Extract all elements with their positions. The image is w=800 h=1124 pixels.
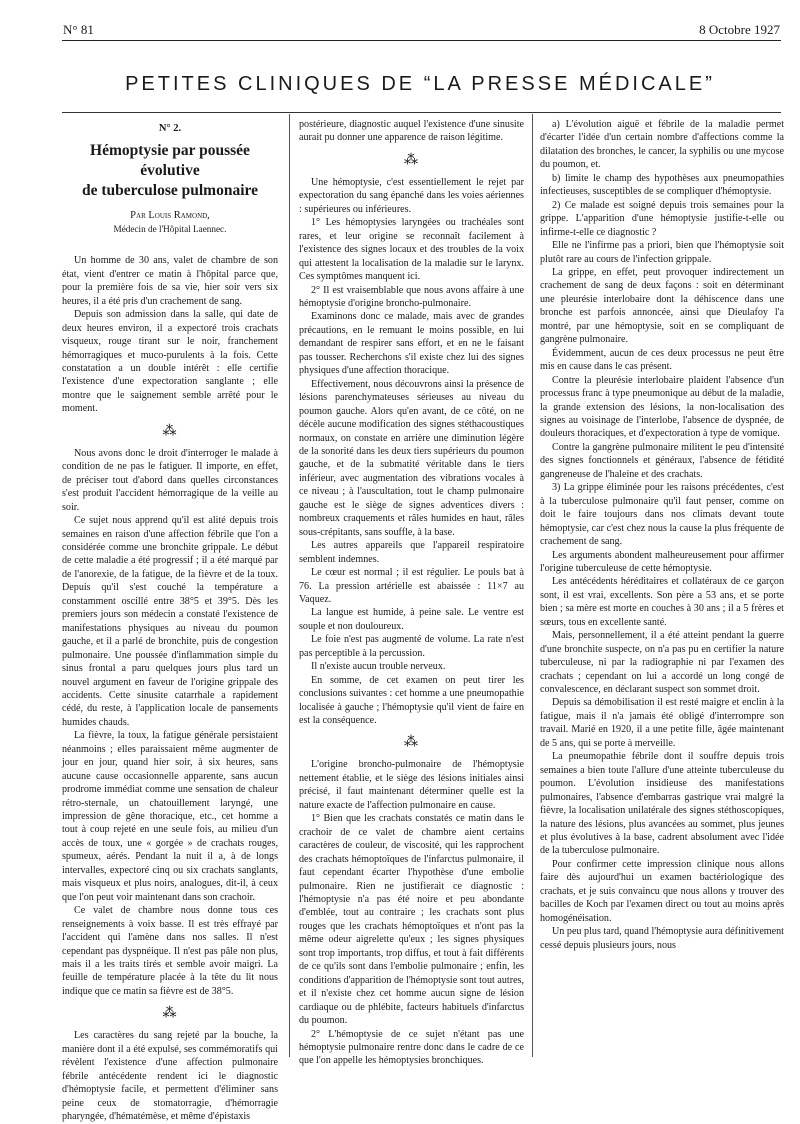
- masthead: PETITES CLINIQUES DE “LA PRESSE MÉDICALE”: [125, 73, 715, 95]
- column-2: [299, 118, 524, 1068]
- paragraph: 2) Ce malade est soigné depuis trois semaines pour la grippe. L'apparition d'une hémoptysie justifie-t-elle ou infirme-t-elle ce diagnostic ?: [540, 199, 784, 238]
- paragraph: Depuis sa démobilisation il est resté maigre et enclin à la fatigue, mais il n'a jamais été obligé d'interrompre son travail. Marié en 1920, il a une petite fille, âgée maintenant de 5 ans, qui se porte à merveille.: [540, 697, 784, 749]
- paragraph: Nous avons donc le droit d'interroger le malade à condition de ne pas le fatiguer. Il importe, en effet, de préciser tout d'abord dans quelles circonstances s'est produit l'accident hémorragique de la veille au soir.: [62, 447, 278, 513]
- section-separator: ⁂: [404, 735, 419, 751]
- paragraph: Pour confirmer cette impression clinique nous allons faire dès aujourd'hui un examen bactériologique des crachats, et je suis convaincu que nous allons y trouver des bacilles de Koch par l'examen direct ou tout au moins après homogénéisation.: [540, 858, 784, 924]
- section-separator: ⁂: [404, 152, 419, 168]
- paragraph: Ce valet de chambre nous donne tous ces renseignements à voix basse. Il est très effrayé par l'accident qui l'amène dans nos salles. Il n'est cependant pas dyspnéique. Il n'est pas pâle non plus, mais il a les traits tirés et semble avoir maigri. La feuille de température placée à la tête du lit nous indique que ce matin sa fièvre est de 38°5.: [62, 905, 278, 997]
- paragraph: Les antécédents héréditaires et collatéraux de ce garçon sont, il est vrai, excellents. Son père a 53 ans, et se porte bien ; sa mère est morte en couches à 30 ans ; il a 5 frères et sœurs, tous en excellente santé.: [540, 576, 784, 628]
- paragraph: 3) La grippe éliminée pour les raisons précédentes, c'est à la tuberculose pulmonaire qu'il faut penser, comme on doit le faire toujours dans nos climats devant toute hémoptysie, car c'est chez nous la cause la plus fréquente de crachement de sang.: [540, 482, 784, 548]
- paragraph: 1° Les hémoptysies laryngées ou trachéales sont rares, et leur origine se reconnaît facilement à l'existence des signes locaux et des troubles de la voix qui attestent la localisation de la maladie sur le larynx. Ces symptômes manquent ici.: [299, 217, 524, 283]
- paragraph: Depuis son admission dans la salle, qui date de deux heures environ, il a expectoré trois crachats visqueux, rouge tirant sur le noir, franchement hémorragiques et muco-purulents à la fois. Cette constatation a un double intérêt : elle certifie l'existence d'une expectoration sanglante ; elle montre que le saignement semble arrêté pour le moment.: [62, 309, 278, 415]
- section-separator: ⁂: [162, 423, 178, 439]
- article-title: [62, 141, 278, 201]
- paragraph: Évidemment, aucun de ces deux processus ne peut être mis en cause dans le cas présent.: [540, 347, 784, 373]
- header-rule: [62, 40, 781, 41]
- paragraph: Les arguments abondent malheureusement pour affirmer l'origine tuberculeuse de cette hémoptysie.: [540, 549, 784, 574]
- issue-number: N° 81: [63, 22, 94, 37]
- column-divider: [532, 114, 533, 1057]
- paragraph: 2° L'hémoptysie de ce sujet n'étant pas une hémoptysie pulmonaire rentre donc dans le cadre de ce que l'on appelle les hémoptysies bronchiques.: [299, 1028, 524, 1067]
- paragraph: Le foie n'est pas augmenté de volume. La rate n'est pas perceptible à la percussion.: [299, 634, 524, 659]
- paragraph: Les autres appareils que l'appareil respiratoire semblent indemnes.: [299, 540, 524, 565]
- paragraph: La fièvre, la toux, la fatigue générale persistaient néanmoins ; elles paraissaient même augmenter de jour en jour, quand hier soir, à six heures, sans aucune cause occasionnelle apparente, sans aucun prodrome immédiat comme une sensation de chaleur rétro-sternale, un chatouillement laryngé, une impression de gêne thoracique, etc., cet homme a tout à coup rejeté en une seule fois, au milieu d'un accès de toux, une « gorgée » de crachats rouges, spumeux, aérés. Pendant la nuit il a, à de longs intervalles, expectoré cinq ou six crachats sanglants, mais visqueux et plus noirs, analogues, dit-il, à ceux que l'on peut voir maintenant dans son crachoir.: [62, 730, 278, 903]
- article-title-line: de tuberculose pulmonaire: [82, 182, 258, 200]
- paragraph: 2° Il est vraisemblable que nous avons affaire à une hémoptysie d'origine broncho-pulmonaire.: [299, 284, 524, 309]
- column-divider: [289, 114, 290, 1057]
- column-1: [62, 118, 278, 1124]
- issue-date: 8 Octobre 1927: [699, 22, 780, 37]
- paragraph: Le cœur est normal ; il est régulier. Le pouls bat à 76. La pression artérielle est abaissée : 11×7 au Vaquez.: [299, 567, 524, 605]
- paragraph: Un peu plus tard, quand l'hémoptysie aura définitivement cessé depuis plusieurs jours, nous: [540, 926, 784, 951]
- paragraph: a) L'évolution aiguë et fébrile de la maladie permet d'écarter l'idée d'un certain nombre d'affections comme la dilatation des bronches, le cancer, la syphilis ou une mycose du poumon, et.: [540, 119, 784, 171]
- section-separator: ⁂: [162, 1006, 178, 1022]
- paragraph: Examinons donc ce malade, mais avec de grandes précautions, en le remuant le moins possible, en lui demandant de respirer sans effort, et en ne le faisant pas tousser. Recherchons s'il existe chez lui des signes physiques d'une affection thoracique.: [299, 311, 524, 377]
- article-title-line: Hémoptysie par poussée évolutive: [90, 142, 250, 180]
- paragraph: Une hémoptysie, c'est essentiellement le rejet par expectoration du sang épanché dans les voies aériennes : supérieures ou inférieures.: [299, 176, 524, 215]
- paragraph: Effectivement, nous découvrons ainsi la présence de lésions parenchymateuses sérieuses au niveau du poumon gauche. Alors qu'en avant, de ce côté, on ne décèle aucune modification des signes stéthacoustiques normaux, on constate en arrière une diminution légère de la sonorité dans les deux tiers supérieurs du poumon gauche, et de la submatité véritable dans le tiers inférieur, avec augmentation des vibrations vocales à ce niveau ; à l'auscultation, tout le champ pulmonaire gauche est le siège de signes adventices divers : nombreux craquements et râles humides en haut, râles sous-crépitants, sans souffle, à la base.: [299, 378, 524, 538]
- paragraph: 1° Bien que les crachats constatés ce matin dans le crachoir de ce valet de chambre aient certains caractères de couleur, de viscosité, qui les rapprochent des crachats hémoptoïques de l'infarctus pulmonaire, il faut cependant écarter l'hypothèse d'une embolie pulmonaire. Rien ne justifierait ce diagnostic : l'hémoptysie n'a pas été noire et peu abondante d'emblée, tout au contraire ; les crachats sont plus rouges que les crachats hémoptoïques et n'ont pas la même odeur aigrelette qu'eux ; les signes physiques sont trop importants, trop diffus, et tout à fait différents de ce qu'ils sont dans l'embolie pulmonaire ; enfin, les conditions d'apparition de l'hémoptysie sont tout autres, et il n'existe chez cet homme aucun signe de lésion cardiaque ou de phlébite, facteurs habituels d'infarctus du poumon.: [299, 813, 524, 1027]
- author-affiliation: Médecin de l'Hôpital Laennec.: [113, 223, 227, 234]
- paragraph: L'origine broncho-pulmonaire de l'hémoptysie nettement établie, et le siège des lésions initiales ainsi précisé, il faut maintenant déterminer quelle est la nature exacte de l'affection pulmonaire en cause.: [299, 759, 524, 811]
- paragraph: b) limite le champ des hypothèses aux pneumopathies infectieuses, susceptibles de se compliquer d'hémoptysie.: [540, 172, 784, 198]
- paragraph: Ce sujet nous apprend qu'il est alité depuis trois semaines en raison d'une affection fébrile que l'on a considérée comme une bronchite grippale. Le début de cette maladie a été progressif ; il a été marqué par de l'anorexie, de la fatigue, de la fièvre et de la toux. Depuis qu'il s'est couché la température a constamment oscillé entre 38°5 et 39°5. Dès les premiers jours son médecin a constaté l'existence de manifestations physiques au niveau du poumon gauche, et il a parlé de bronchite, puis de congestion pulmonaire. Une poussée d'inflammation simple du sinus frontal a paru quelques jours plus tard un nouvel argument en faveur de l'origine grippale des accidents. Cette sinusite catarrhale a rapidement cédé, du reste, à l'application locale de pansements humides chauds.: [62, 515, 278, 728]
- paragraph: En somme, de cet examen on peut tirer les conclusions suivantes : cet homme a une pneumopathie localisée à gauche ; l'hémoptysie qu'il vient de faire en est la conséquence.: [299, 674, 524, 727]
- masthead-rule: [62, 112, 781, 113]
- paragraph: Un homme de 30 ans, valet de chambre de son état, vient d'entrer ce matin à l'hôpital parce que, pour la première fois de sa vie, hier soir vers six heures, il a été pris d'un crachement de sang.: [62, 255, 278, 307]
- paragraph: Il n'existe aucun trouble nerveux.: [311, 661, 446, 673]
- paragraph: Contre la pleurésie interlobaire plaident l'absence d'un processus franc à type pneumonique au début de la maladie, la grande extension des lésions, la non-localisation des signes au voisinage de l'interlobe, l'absence de dyspnée, de douleurs thoraciques, et d'expectoration à type de vomique.: [540, 374, 784, 440]
- paragraph: Contre la gangrène pulmonaire militent le peu d'intensité des signes fonctionnels et généraux, l'absence de fétidité gangreneuse de l'haleine et des crachats.: [540, 441, 784, 480]
- author-byline: Par Louis Ramond,: [130, 210, 210, 222]
- paragraph: postérieure, diagnostic auquel l'existence d'une sinusite aurait pu donner une apparence de raison légitime.: [299, 119, 524, 144]
- paragraph: Elle ne l'infirme pas a priori, bien que l'hémoptysie soit plutôt rare au cours de l'infection grippale.: [540, 240, 784, 265]
- paragraph: Mais, personnellement, il a été atteint pendant la guerre d'une bronchite suspecte, on n'a pas pu en certifier la nature tuberculeuse, ni par la radiographie ni par l'examen des crachats ; cependant on lui a accordé un long congé de convalescence, en déclarant suspect son sommet droit.: [540, 630, 784, 696]
- paragraph: La langue est humide, à peine sale. Le ventre est souple et non douloureux.: [299, 607, 524, 632]
- paragraph: Les caractères du sang rejeté par la bouche, la manière dont il a été expulsé, ses commémoratifs qui révèlent l'existence d'une affection pulmonaire fébrile antécédente rendent ici le diagnostic d'hémoptysie facile, et permettent d'éliminer sans peine ceux de stomatorragie, d'hémorragie pharyngée, d'hématémèse, et même d'épistaxis: [62, 1030, 278, 1123]
- paragraph: La grippe, en effet, peut provoquer indirectement un crachement de sang de deux façons : soit en déterminant une pleurésie interlobaire dont la déhiscence dans une bronche est parfois annoncée, ainsi que Dieulafoy l'a montré, par une hémoptysie, soit en se compliquant de gangrène pulmonaire.: [540, 266, 784, 346]
- article-number: N° 2.: [158, 123, 182, 134]
- paragraph: La pneumopathie fébrile dont il souffre depuis trois semaines a bien toute l'allure d'une atteinte tuberculeuse du poumon. L'évolution insidieuse des manifestations pulmonaires, l'absence d'embarras gastrique vrai malgré la fièvre, la localisation unilatérale des signes stéthoscopiques, la nature des lésions, plus avancées au sommet, plus jeunes et plus évolutives à la base, cadrent absolument avec l'idée de la tuberculose pulmonaire.: [540, 751, 784, 857]
- column-3: [540, 118, 784, 952]
